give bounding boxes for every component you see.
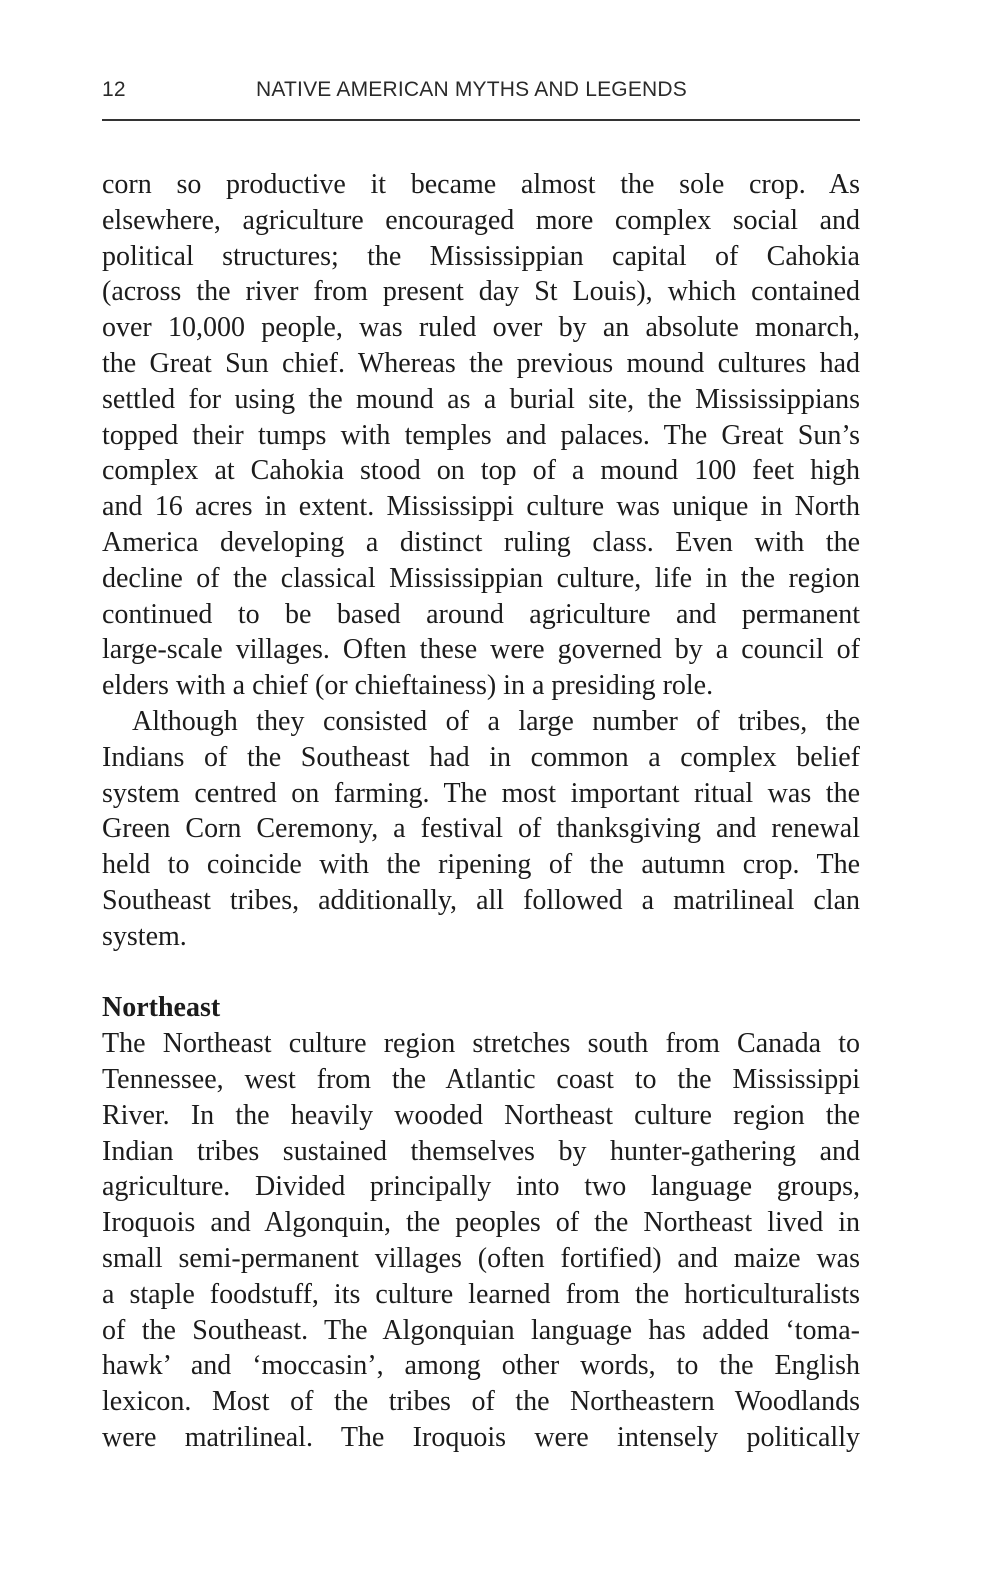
text-line: the Great Sun chief. Whereas the previous mound cultures had bbox=[102, 347, 860, 379]
text-line: Iroquois and Algonquin, the peoples of the Northeast lived in bbox=[102, 1207, 860, 1239]
running-header bbox=[102, 78, 860, 108]
text-line: settled for using the mound as a burial site, the Mississippians bbox=[102, 383, 860, 415]
text-line: corn so productive it became almost the sole crop. As bbox=[102, 169, 860, 200]
body-text bbox=[102, 167, 860, 1456]
text-line: system centred on farming. The most important ritual was the bbox=[102, 777, 860, 809]
header-rule bbox=[102, 119, 860, 121]
paragraph-1 bbox=[102, 167, 860, 704]
text-line: hawk’ and ‘moccasin’, among other words, to the English bbox=[102, 1350, 860, 1382]
text-line: continued to be based around agriculture and permanent bbox=[102, 598, 860, 630]
text-line: and 16 acres in extent. Mississippi culture was unique in North bbox=[102, 491, 860, 523]
text-line: Indian tribes sustained themselves by hunter-gathering and bbox=[102, 1135, 860, 1167]
text-line: (across the river from present day St Louis), which contained bbox=[102, 276, 860, 308]
page-number: 12 bbox=[102, 78, 126, 101]
text-line: Indians of the Southeast had in common a complex belief bbox=[102, 741, 860, 773]
text-line: lexicon. Most of the tribes of the Northeastern Woodlands bbox=[102, 1386, 860, 1418]
section-heading: Northeast bbox=[102, 992, 221, 1024]
text-line: Southeast tribes, additionally, all followed a matrilineal clan bbox=[102, 884, 860, 916]
text-line: small semi-permanent villages (often fortified) and maize was bbox=[102, 1242, 860, 1274]
text-line: complex at Cahokia stood on top of a mound 100 feet high bbox=[102, 455, 860, 487]
text-line: of the Southeast. The Algonquian language has added ‘toma- bbox=[102, 1314, 860, 1346]
text-line: elders with a chief (or chieftainess) in a presiding role. bbox=[102, 670, 714, 702]
text-line: were matrilineal. The Iroquois were intensely politically bbox=[102, 1421, 860, 1453]
paragraph-3 bbox=[102, 1026, 860, 1456]
text-line: system. bbox=[102, 920, 187, 952]
text-line: River. In the heavily wooded Northeast culture region the bbox=[102, 1099, 860, 1131]
text-line: America developing a distinct ruling class. Even with the bbox=[102, 526, 860, 558]
text-line: Although they consisted of a large number of tribes, the bbox=[132, 705, 860, 737]
text-line: The Northeast culture region stretches south from Canada to bbox=[102, 1028, 860, 1060]
text-line: a staple foodstuff, its culture learned from the horticulturalists bbox=[102, 1278, 860, 1310]
text-line: held to coincide with the ripening of the autumn crop. The bbox=[102, 849, 860, 881]
text-line: elsewhere, agriculture encouraged more complex social and bbox=[102, 204, 860, 236]
text-line: Tennessee, west from the Atlantic coast to the Mississippi bbox=[102, 1063, 860, 1095]
text-line: over 10,000 people, was ruled over by an absolute monarch, bbox=[102, 312, 860, 344]
text-line: topped their tumps with temples and palaces. The Great Sun’s bbox=[102, 419, 860, 451]
text-line: decline of the classical Mississippian culture, life in the region bbox=[102, 562, 860, 594]
text-line: large-scale villages. Often these were governed by a council of bbox=[102, 634, 860, 666]
text-line: political structures; the Mississippian capital of Cahokia bbox=[102, 240, 860, 272]
paragraph-2 bbox=[102, 704, 860, 955]
text-line: agriculture. Divided principally into two language groups, bbox=[102, 1171, 860, 1203]
text-line: Green Corn Ceremony, a festival of thanksgiving and renewal bbox=[102, 813, 860, 845]
book-title: NATIVE AMERICAN MYTHS AND LEGENDS bbox=[256, 78, 687, 101]
